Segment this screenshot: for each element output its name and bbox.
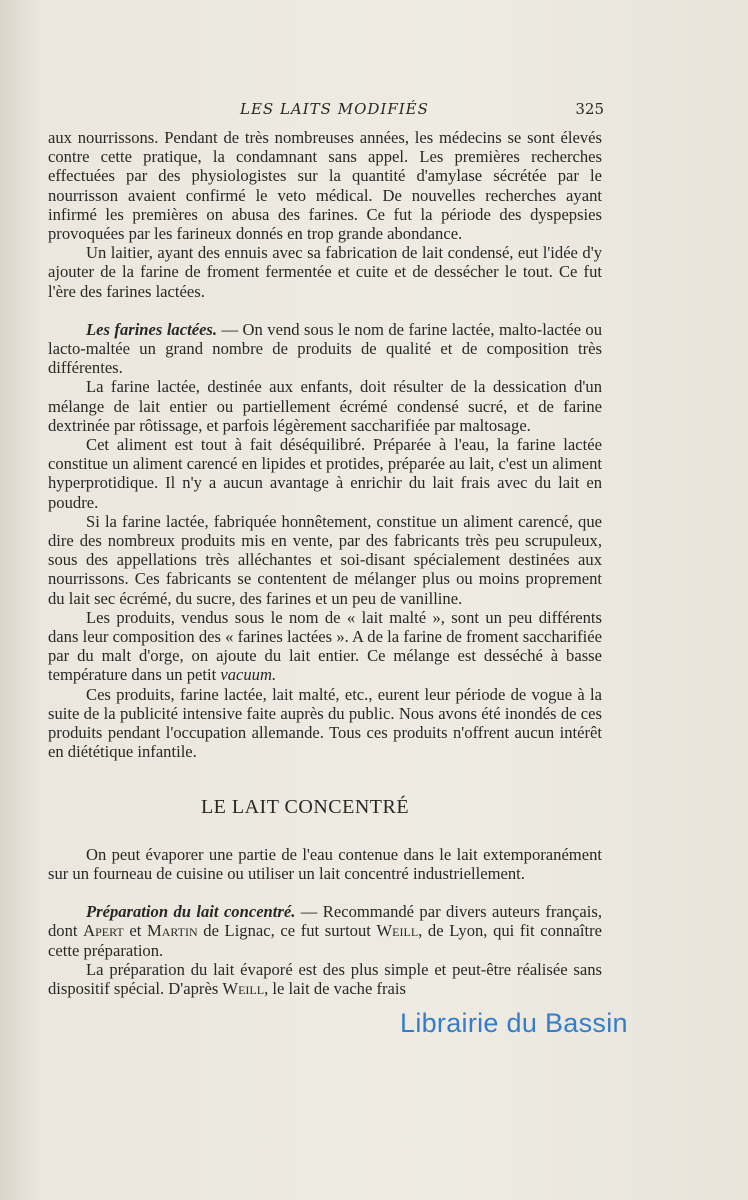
author-weill: Weill [376, 921, 419, 941]
paragraph-farines-2: La farine lactée, destinée aux enfants, doit résulter de la dessication d'un mélange de lait entier ou partiellement écrémé condensé sucré, et de farine dextrinée par rôtissage, et parfois légèrement saccharifiée par maltosage. [48, 377, 602, 435]
author-weill-2: Weill [222, 978, 265, 998]
preparation-2-text-a: La préparation du lait évaporé est des plus simple et peut-être réalisée sans dispositif spécial. D'après [48, 959, 602, 998]
vacuum-word: vacuum. [220, 665, 277, 685]
paragraph-preparation-2 [48, 960, 602, 998]
author-martin: Martin [146, 921, 198, 941]
farines-heading: Les farines lactées. [86, 319, 218, 339]
paragraph-farines-3: Cet aliment est tout à fait déséquilibré. Préparée à l'eau, la farine lactée constitue un aliment carencé en lipides et protides, préparée au lait, c'est un aliment hyperprotidique. Il n'y a aucun avantage à enrichir du lait frais avec du lait en poudre. [48, 435, 602, 512]
watermark-librairie: Librairie du Bassin [400, 1008, 628, 1038]
paragraph-farines-6: Ces produits, farine lactée, lait malté, etc., eurent leur période de vogue à la suite de la publicité intensive faite auprès du public. Nous avons été inondés de ces produits pendant l'occupation allemande. Tous ces produits n'offrent aucun intérêt en diététique infantile. [48, 684, 602, 762]
preparation-text-1: — Recommandé par divers auteurs français, dont [48, 902, 602, 941]
preparation-text-3: de Lignac, ce fut surtout [197, 921, 377, 941]
paragraph-continuation: aux nourrissons. Pendant de très nombreuses années, les médecins se sont élevés contre cette pratique, la condamnant sans appel. Les premières recherches effectuées par des physiologistes sur la quantité d'amylase sécrétée par le nourrisson avaient confirmé le veto médical. De nouvelles recherches ayant infirmé les premières on abusa des farines. Ce fut la période des dyspepsies provoquées par les farineux donnés en trop grande abondance. [48, 128, 602, 244]
preparation-heading: Préparation du lait concentré. [86, 902, 296, 922]
section-title: LE LAIT CONCENTRÉ [200, 795, 410, 818]
preparation-text-2: et [123, 921, 147, 941]
paragraph-laitier: Un laitier, ayant des ennuis avec sa fabrication de lait condensé, eut l'idée d'y ajouter de la farine de froment fermentée et cuite et de dessécher le tout. Ce fut l'ère des farines lactées. [48, 243, 602, 301]
page-body [48, 128, 602, 998]
paragraph-farines-4: Si la farine lactée, fabriquée honnêtement, constitue un aliment carencé, que dire des nombreux produits mis en vente, par des fabricants très peu scrupuleux, sous des appellations très alléchantes et soi-disant spécialement destinées aux nourrissons. Ces fabricants se contentent de mélanger plus ou moins proprement du lait sec écrémé, du sucre, des farines et un peu de vanilline. [48, 511, 602, 608]
paragraph-farines-intro [48, 320, 602, 378]
farines-5-text: Les produits, vendus sous le nom de « lait malté », sont un peu différents dans leur composition des « farines lactées ». A de la farine de froment saccharifiée par du malt d'orge, on ajoute du lait entier. Ce mélange est desséché à basse température dans un petit [48, 607, 602, 685]
running-title: LES LAITS MODIFIÉS [240, 100, 429, 118]
page-number: 325 [575, 100, 604, 118]
page-header [240, 100, 604, 118]
preparation-2-text-b: , le lait de vache frais [264, 978, 406, 998]
preparation-text-4: , de Lyon, qui fit connaître cette préparation. [48, 921, 602, 960]
paragraph-preparation-1 [48, 902, 602, 960]
paragraph-farines-5 [48, 608, 602, 685]
farines-intro-text: — On vend sous le nom de farine lactée, malto-lactée ou lacto-maltée un grand nombre de produits de qualité et de composition très différentes. [48, 319, 602, 378]
paragraph-concentre-1: On peut évaporer une partie de l'eau contenue dans le lait extemporanément sur un fourneau de cuisine ou utiliser un lait concentré industriellement. [48, 844, 602, 883]
author-apert: Apert [83, 921, 124, 941]
